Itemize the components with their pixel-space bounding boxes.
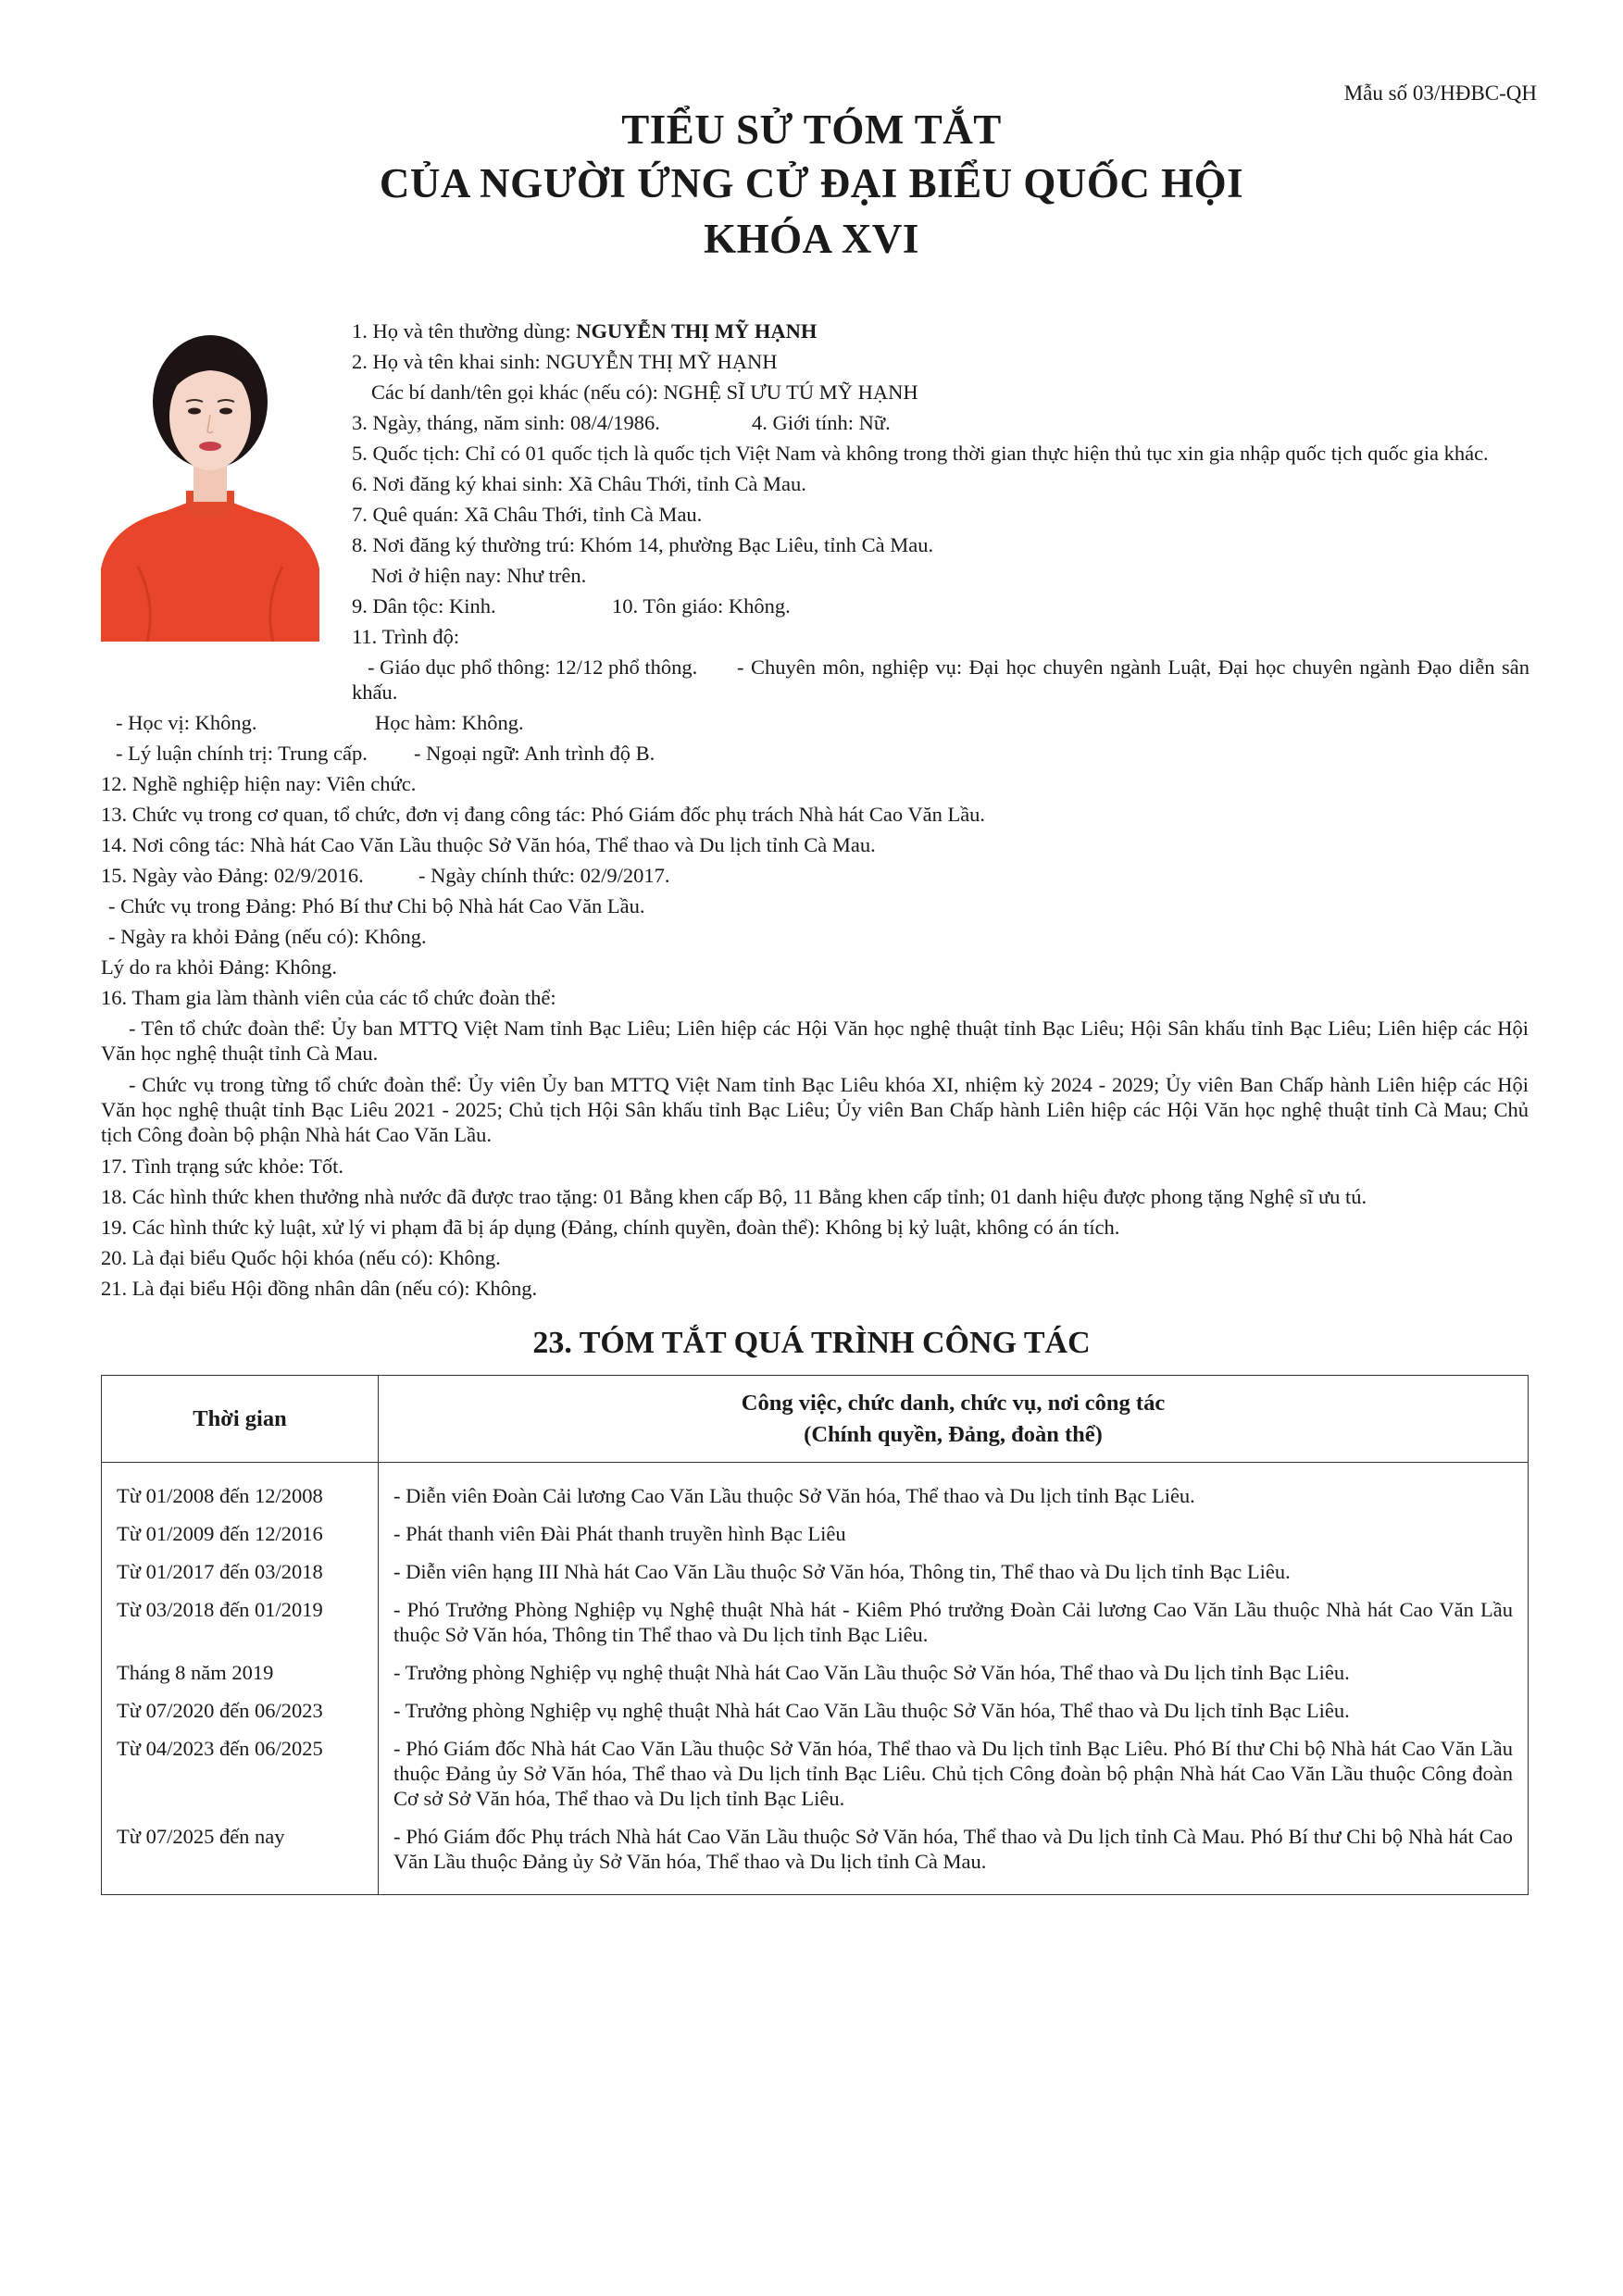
item-11-political: - Lý luận chính trị: Trung cấp.: [116, 742, 368, 765]
table-row: [102, 1725, 1529, 1813]
row-description: - Diễn viên hạng III Nhà hát Cao Văn Lầu thuộc Sở Văn hóa, Thông tin, Thể thao và Du lịch tỉnh Bạc Liêu.: [393, 1560, 1291, 1583]
table-row: [102, 1649, 1529, 1687]
row-description: - Trưởng phòng Nghiệp vụ nghệ thuật Nhà hát Cao Văn Lầu thuộc Sở Văn hóa, Thể thao và Du lịch tỉnh Bạc Liêu.: [393, 1661, 1350, 1684]
portrait-illustration: [101, 326, 319, 642]
item-11-general-education: - Giáo dục phổ thông: 12/12 phổ thông.: [368, 655, 698, 679]
item-15-leave-date: - Ngày ra khỏi Đảng (nếu có): Không.: [108, 925, 427, 948]
item-13: 13. Chức vụ trong cơ quan, tổ chức, đơn vị đang công tác: Phó Giám đốc phụ trách Nhà hát Cao Văn Lầu.: [101, 803, 986, 826]
item-1-name: NGUYỄN THỊ MỸ HẠNH: [576, 319, 818, 343]
item-1-label: 1. Họ và tên thường dùng:: [352, 319, 577, 343]
row-time: Từ 07/2025 đến nay: [102, 1813, 379, 1895]
item-2: 2. Họ và tên khai sinh: NGUYỄN THỊ MỸ HẠNH: [352, 350, 778, 373]
item-8: 8. Nơi đăng ký thường trú: Khóm 14, phường Bạc Liêu, tỉnh Cà Mau.: [352, 533, 934, 556]
title-line-1: TIỂU SỬ TÓM TẮT: [621, 106, 1002, 153]
career-table: [101, 1375, 1529, 1895]
item-10: 10. Tôn giáo: Không.: [612, 594, 791, 618]
row-time: Từ 01/2009 đến 12/2016: [102, 1510, 379, 1548]
row-time: Tháng 8 năm 2019: [102, 1649, 379, 1687]
item-6: 6. Nơi đăng ký khai sinh: Xã Châu Thới, tỉnh Cà Mau.: [352, 472, 806, 495]
table-row: [102, 1463, 1529, 1511]
row-description: - Phó Trưởng Phòng Nghiệp vụ Nghệ thuật Nhà hát - Kiêm Phó trưởng Đoàn Cải lương Cao Văn Lầu thuộc Nhà hát Cao Văn Lầu thuộc Sở Văn hóa, Thông tin Thể thao và Du lịch tỉnh Bạc Liêu.: [393, 1598, 1513, 1646]
table-row: [102, 1813, 1529, 1895]
item-14: 14. Nơi công tác: Nhà hát Cao Văn Lầu thuộc Sở Văn hóa, Thể thao và Du lịch tỉnh Cà Mau.: [101, 833, 876, 856]
table-row: [102, 1548, 1529, 1586]
item-16-organizations: - Tên tổ chức đoàn thể: Ủy ban MTTQ Việt Nam tỉnh Bạc Liêu; Liên hiệp các Hội Văn học nghệ thuật tỉnh Bạc Liêu; Hội Sân khấu tỉnh Bạc Liêu; Liên hiệp các Hội Văn học nghệ thuật tỉnh Cà Mau.: [101, 1017, 1529, 1065]
item-5: 5. Quốc tịch: Chỉ có 01 quốc tịch là quốc tịch Việt Nam và không trong thời gian thực hiện thủ tục xin gia nhập quốc tịch quốc gia khác.: [352, 442, 1489, 465]
row-description: - Diễn viên Đoàn Cải lương Cao Văn Lầu thuộc Sở Văn hóa, Thể thao và Du lịch tỉnh Bạc Liêu.: [393, 1484, 1195, 1507]
table-row: [102, 1510, 1529, 1548]
career-table-header: [102, 1376, 1529, 1463]
header-work: [379, 1376, 1529, 1463]
item-11-degree: - Học vị: Không.: [116, 711, 257, 734]
item-16-positions: - Chức vụ trong từng tổ chức đoàn thể: Ủy viên Ủy ban MTTQ Việt Nam tỉnh Bạc Liêu khóa XI, nhiệm kỳ 2024 - 2029; Ủy viên Ban Chấp hành Liên hiệp các Hội Văn học nghệ thuật tỉnh Bạc Liêu 2021 - 2025; Chủ tịch Hội Sân khấu tỉnh Bạc Liêu; Ủy viên Ban Chấp hành Liên hiệp các Hội Văn học nghệ thuật tỉnh Cà Mau; Chủ tịch Công đoàn bộ phận Nhà hát Cao Văn Lầu.: [101, 1073, 1529, 1146]
header-work-line2: (Chính quyền, Đảng, đoàn thể): [804, 1421, 1103, 1447]
item-9: 9. Dân tộc: Kinh.: [352, 594, 496, 618]
item-8-residence: Nơi ở hiện nay: Như trên.: [371, 564, 587, 587]
row-time: Từ 01/2017 đến 03/2018: [102, 1548, 379, 1586]
item-16: 16. Tham gia làm thành viên của các tổ chức đoàn thể:: [101, 986, 556, 1009]
title-line-2: CỦA NGƯỜI ỨNG CỬ ĐẠI BIỂU QUỐC HỘI: [379, 160, 1244, 206]
item-3: 3. Ngày, tháng, năm sinh: 08/4/1986.: [352, 411, 660, 434]
item-15-leave-reason: Lý do ra khỏi Đảng: Không.: [101, 955, 337, 979]
item-20: 20. Là đại biểu Quốc hội khóa (nếu có): Không.: [101, 1246, 501, 1269]
row-description: - Phát thanh viên Đài Phát thanh truyền hình Bạc Liêu: [393, 1522, 846, 1545]
career-section-title: 23. TÓM TẮT QUÁ TRÌNH CÔNG TÁC: [532, 1326, 1091, 1360]
item-15-official-date: - Ngày chính thức: 02/9/2017.: [418, 864, 670, 887]
header-work-line1: Công việc, chức danh, chức vụ, nơi công tác: [741, 1390, 1166, 1416]
item-11-language: - Ngoại ngữ: Anh trình độ B.: [414, 742, 655, 765]
item-11-title: Học hàm: Không.: [375, 711, 524, 734]
form-number: Mẫu số 03/HĐBC-QH: [1343, 81, 1537, 105]
header-time: Thời gian: [102, 1376, 379, 1463]
item-19: 19. Các hình thức kỷ luật, xử lý vi phạm đã bị áp dụng (Đảng, chính quyền, đoàn thể): Không bị kỷ luật, không có án tích.: [101, 1216, 1120, 1239]
item-21: 21. Là đại biểu Hội đồng nhân dân (nếu có): Không.: [101, 1277, 538, 1300]
table-row: [102, 1586, 1529, 1649]
title-line-3: KHÓA XVI: [704, 216, 919, 262]
row-time: Từ 04/2023 đến 06/2025: [102, 1725, 379, 1813]
item-18: 18. Các hình thức khen thưởng nhà nước đã được trao tặng: 01 Bằng khen cấp Bộ, 11 Bằng khen cấp tỉnh; 01 danh hiệu được phong tặng Nghệ sĩ ưu tú.: [101, 1185, 1367, 1208]
row-time: Từ 07/2020 đến 06/2023: [102, 1687, 379, 1725]
row-time: Từ 01/2008 đến 12/2008: [102, 1463, 379, 1511]
item-2-alias: Các bí danh/tên gọi khác (nếu có): NGHỆ SĨ ƯU TÚ MỸ HẠNH: [371, 381, 918, 404]
item-1: [352, 318, 817, 343]
item-15-party-position: - Chức vụ trong Đảng: Phó Bí thư Chi bộ Nhà hát Cao Văn Lầu.: [108, 894, 645, 917]
item-4: 4. Giới tính: Nữ.: [752, 411, 891, 434]
item-11: 11. Trình độ:: [352, 625, 460, 648]
row-description: - Phó Giám đốc Nhà hát Cao Văn Lầu thuộc Sở Văn hóa, Thể thao và Du lịch tỉnh Bạc Liêu. Phó Bí thư Chi bộ Nhà hát Cao Văn Lầu thuộc Đảng ủy Sở Văn hóa, Thể thao và Du lịch tỉnh Bạc Liêu. Chủ tịch Công đoàn bộ phận Nhà hát Cao Văn Lầu thuộc Công đoàn Cơ sở Sở Văn hóa, Thể thao và Du lịch tỉnh Bạc Liêu.: [393, 1737, 1513, 1810]
table-row: [102, 1687, 1529, 1725]
item-11-professional: - Chuyên môn, nghiệp vụ: Đại học chuyên ngành Luật, Đại học chuyên ngành Đạo diễn sân khấu.: [352, 655, 1529, 704]
item-17: 17. Tình trạng sức khỏe: Tốt.: [101, 1154, 343, 1178]
item-7: 7. Quê quán: Xã Châu Thới, tỉnh Cà Mau.: [352, 503, 703, 526]
portrait-photo: [101, 326, 319, 642]
item-12: 12. Nghề nghiệp hiện nay: Viên chức.: [101, 772, 417, 795]
item-15: 15. Ngày vào Đảng: 02/9/2016.: [101, 864, 364, 887]
row-description: - Trưởng phòng Nghiệp vụ nghệ thuật Nhà hát Cao Văn Lầu thuộc Sở Văn hóa, Thể thao và Du lịch tỉnh Bạc Liêu.: [393, 1699, 1350, 1722]
row-time: Từ 03/2018 đến 01/2019: [102, 1586, 379, 1649]
row-description: - Phó Giám đốc Phụ trách Nhà hát Cao Văn Lầu thuộc Sở Văn hóa, Thể thao và Du lịch tỉnh Cà Mau. Phó Bí thư Chi bộ Nhà hát Cao Văn Lầu thuộc Đảng ủy Sở Văn hóa, Thể thao và Du lịch tỉnh Cà Mau.: [393, 1825, 1513, 1873]
